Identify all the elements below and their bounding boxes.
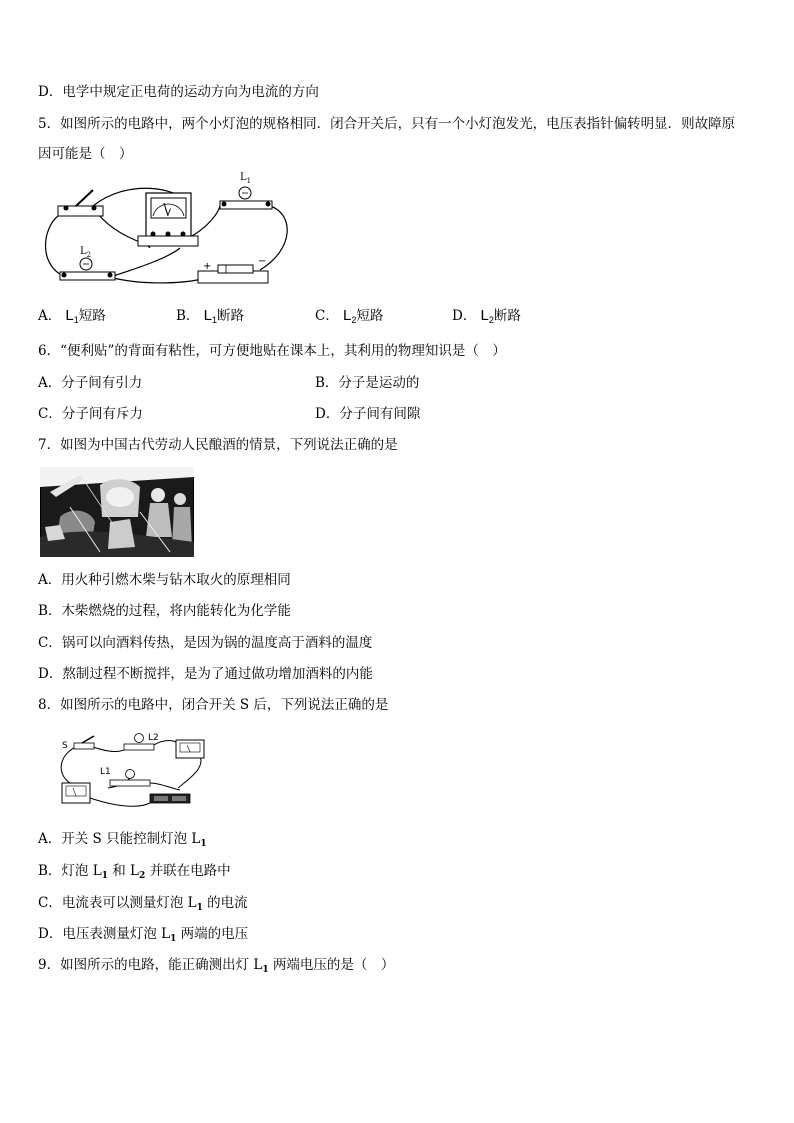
switch-s-label: S [62,741,68,751]
q8-circuit-figure [50,728,220,813]
lamp-l1-label: $L_1$ [240,172,252,185]
q6-option-b: B．分子是运动的 [315,375,420,391]
q6-option-d: D．分子间有间隙 [315,406,421,422]
q8-option-a: A．开关 S 只能控制灯泡 $L_1$ [38,831,207,849]
q6-option-a: A．分子间有引力 [38,375,143,391]
q8-option-b: B．灯泡 $L_1$ 和 $L_2$ 并联在电路中 [38,863,231,881]
q4-option-d: D．电学中规定正电荷的运动方向为电流的方向 [38,84,319,100]
q5-option-c: C． $L_2$短路 [315,307,384,325]
q5-stem-cont: 因可能是（ ） [38,146,133,162]
lamp-l1-label: L1 [100,767,111,777]
q5-option-b: B． $L_1$断路 [176,307,244,325]
q9-stem: 9．如图所示的电路，能正确测出灯 $L_1$ 两端电压的是（ ） [38,957,395,975]
q8-option-d: D．电压表测量灯泡 $L_1$ 两端的电压 [38,926,249,944]
q7-stem: 7．如图为中国古代劳动人民酿酒的情景，下列说法正确的是 [38,437,398,453]
q6-stem: 6．“便利贴”的背面有粘性，可方便地贴在课本上，其利用的物理知识是（ ） [38,343,506,359]
q8-option-c: C．电流表可以测量灯泡 $L_1$ 的电流 [38,895,248,913]
q7-option-d: D．熬制过程不断搅拌，是为了通过做功增加酒料的内能 [38,666,373,682]
q7-option-b: B．木柴燃烧的过程，将内能转化为化学能 [38,603,291,619]
q5-circuit-figure [38,168,298,293]
q5-option-a: A． $L_1$短路 [38,307,106,325]
q7-option-c: C．锅可以向酒料传热，是因为锅的温度高于酒料的温度 [38,635,373,651]
q5-stem: 5．如图所示的电路中，两个小灯泡的规格相同．闭合开关后，只有一个小灯泡发光，电压表指针偏转明显．则故障原 [38,116,736,132]
voltmeter-label: V [164,208,172,218]
q6-option-c: C．分子间有斥力 [38,406,143,422]
q8-stem: 8．如图所示的电路中，闭合开关 S 后，下列说法正确的是 [38,697,389,713]
lamp-l2-label: $L_2$ [80,246,92,259]
battery-minus: − [258,256,267,267]
q7-option-a: A．用火种引燃木柴与钻木取火的原理相同 [38,572,291,588]
lamp-l2-label: L2 [148,733,159,743]
battery-plus: + [203,261,212,272]
q5-option-d: D． $L_2$断路 [452,307,521,325]
q7-winemaking-illustration [40,467,194,557]
